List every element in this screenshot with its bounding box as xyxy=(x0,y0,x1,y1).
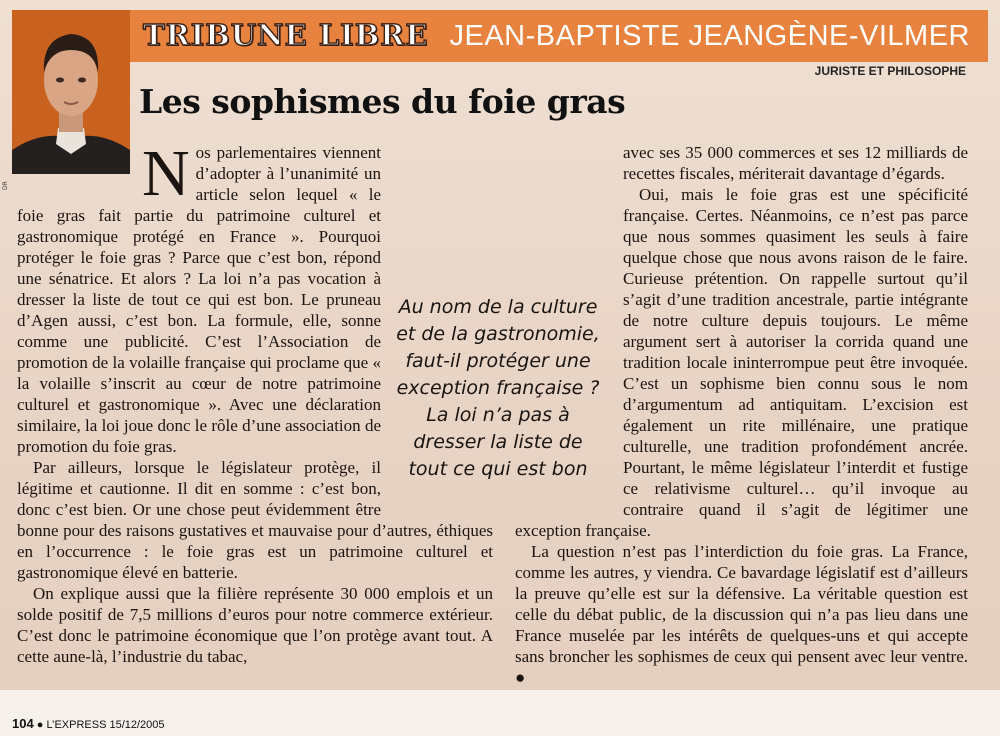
page-footer xyxy=(12,716,165,731)
photo-credit: DR xyxy=(2,181,9,190)
paragraph: On explique aussi que la filière représente 30 000 emplois et un solde positif de 7,5 millions d’euros pour notre commerce extérieur. C’est donc le patrimoine économique que l’on protège avant tout. A cette aune-là, l’industrie du tabac, xyxy=(17,584,493,666)
publication-info: L’EXPRESS 15/12/2005 xyxy=(46,719,165,731)
footer-separator-icon: ● xyxy=(36,719,44,731)
page-number: 104 xyxy=(12,716,34,731)
paragraph: Oui, mais le foie gras est une spécificité française. Certes. Néanmoins, ce n’est pas parce que nous sommes quasiment les seuls à faire quelque chose que nous avons raison de le faire. Curieuse prétention. On rappelle surtout qu’il s’agit d’une tradition ancestrale, partie intégrante de notre culture depuis toujours. Le même argument sert à autoriser la corrida quand une tradition locale ininterrompue peut être invoquée. C’est un sophisme bien connu sous le nom d’argumentum ad antiquitam. L’excision est également un rite millénaire, une pratique culturelle, une tradition profondément ancrée. Pourtant, le même législateur l’interdit et fustige ce relativisme culturel… qu’il invoque au contraire quand il s’agit de légitimer une exception française. xyxy=(515,185,968,540)
article-headline: Les sophismes du foie gras xyxy=(139,82,626,121)
paragraph: Par ailleurs, lorsque le législateur protège, il légitime et cautionne. Il dit en somme : c’est bon, donc c’est bien. Or une chose peut évidemment être bonne pour des raisons gustatives et mauvaise pour d’autres, éthiques en l’occurrence : le foie gras est un patrimoine culturel et gastronomique élevé en batterie. xyxy=(17,458,493,582)
author-name: JEAN-BAPTISTE JEANGÈNE-VILMER xyxy=(449,20,970,52)
paragraph: avec ses 35 000 commerces et ses 12 milliards de recettes fiscales, mériterait davantage d’égards. xyxy=(623,143,968,183)
rubric-title: TRIBUNE LIBRE xyxy=(143,18,429,52)
paragraph: La question n’est pas l’interdiction du foie gras. La France, comme les autres, y viendra. Ce bavardage législatif est d’ailleurs la preuve qu’elle est sur la défensive. La véritable question est celle du débat public, de la discussion qui n’a pas lieu dans une France muselée par les intérêts de quelques-uns et qui accepte sans broncher les sophismes de ceux qui pensent avec leur ventre. ● xyxy=(515,542,968,687)
author-role: JURISTE ET PHILOSOPHE xyxy=(814,64,966,78)
drop-cap: N xyxy=(142,137,190,210)
paragraph: os parlementaires viennent d’adopter à l’unanimité un article selon lequel « le foie gras fait partie du patrimoine culturel et gastronomique protégé en France ». Pourquoi protéger le foie gras ? Parce que c’est bon, répond une sénatrice. Et alors ? La loi n’a pas vocation à dresser la liste de tout ce qui est bon. Le pruneau d’Agen aussi, c’est bon. La formule, elle, sonne comme une publicité. C’est l’Association de promotion de la volaille française qui proclame que « la volaille s’inscrit au cœur de notre patrimoine culturel et gastronomique ». Avec une déclaration similaire, la loi joue donc le rôle d’une association de promotion du foie gras. xyxy=(17,143,381,456)
pull-quote: Au nom de la culture et de la gastronomie, faut-il protéger une exception française ? La loi n’a pas à dresser la liste de tout ce qui est bon xyxy=(396,296,600,480)
